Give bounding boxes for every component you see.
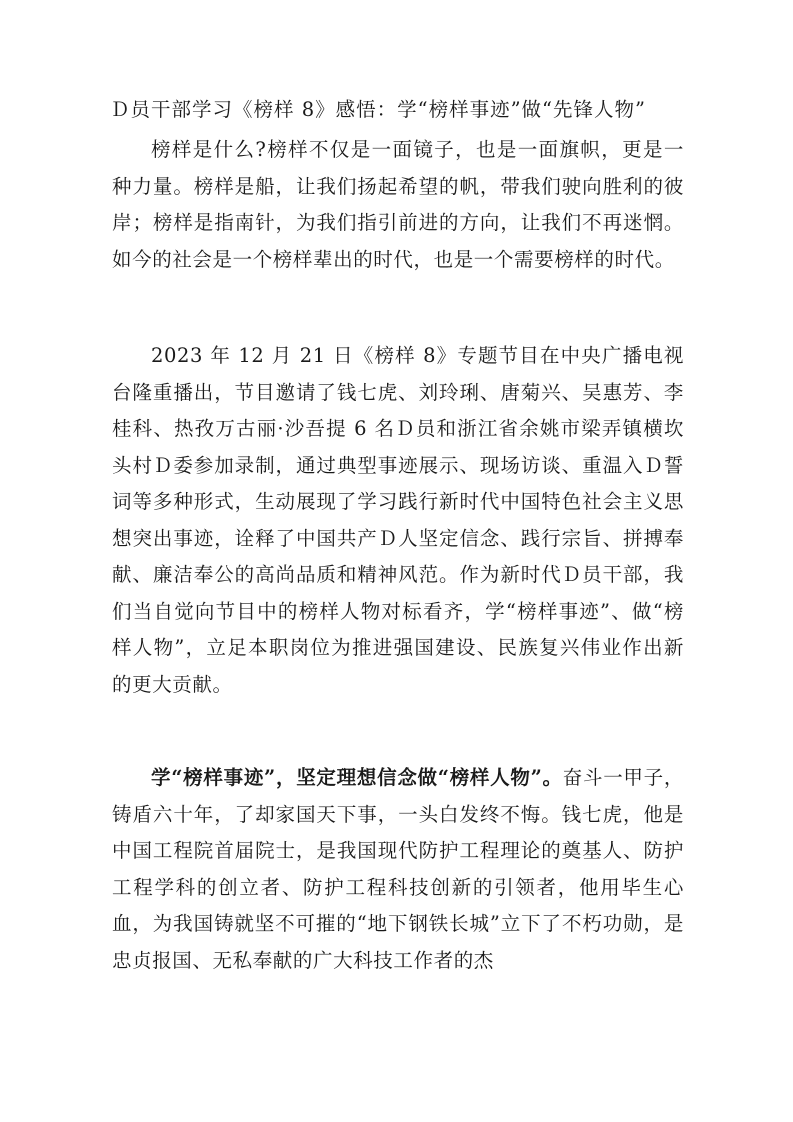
paragraph-qian-qihu [112, 760, 684, 979]
paragraph-text: 奋斗一甲子，铸盾六十年，了却家国天下事，一头白发终不悔。钱七虎，他是中国工程院首届院士，是我国现代防护工程理论的奠基人、防护工程学科的创立者、防护工程科技创新的引领者，他用毕生心血，为我国铸就坚不可摧的“地下钢铁长城”立下了不朽功勋，是忠贞报国、无私奉献的广大科技工作者的杰 [112, 766, 684, 972]
document-title: Ｄ员干部学习《榜样 8》感悟：学“榜样事迹”做“先锋人物” [110, 98, 646, 121]
paragraph-text: 2023 年 12 月 21 日《榜样 8》专题节目在中央广播电视台隆重播出，节目邀请了钱七虎、刘玲琍、唐菊兴、吴惠芳、李桂科、热孜万古丽·沙吾提 6 名Ｄ员和浙江省余姚市梁弄镇横坎头村Ｄ委参加录制，通过典型事迹展示、现场访谈、重温入Ｄ誓词等多种形式，生动展现了学习践行新时代中国特色社会主义思想突出事迹，诠释了中国共产Ｄ人坚定信念、践行宗旨、拼搏奉献、廉洁奉公的高尚品质和精神风范。作为新时代Ｄ员干部，我们当自觉向节目中的榜样人物对标看齐，学“榜样事迹”、做“榜样人物”，立足本职岗位为推进强国建设、民族复兴伟业作出新的更大贡献。 [112, 344, 684, 696]
paragraph-program [112, 338, 684, 703]
paragraph-text: 榜样是什么?榜样不仅是一面镜子，也是一面旗帜，更是一种力量。榜样是船，让我们扬起希望的帆，带我们驶向胜利的彼岸；榜样是指南针，为我们指引前进的方向，让我们不再迷惘。如今的社会是一个榜样辈出的时代，也是一个需要榜样的时代。 [112, 138, 684, 271]
paragraph-lead-heading: 学“榜样事迹”，坚定理想信念做“榜样人物”。 [151, 766, 563, 789]
paragraph-intro [112, 132, 684, 278]
